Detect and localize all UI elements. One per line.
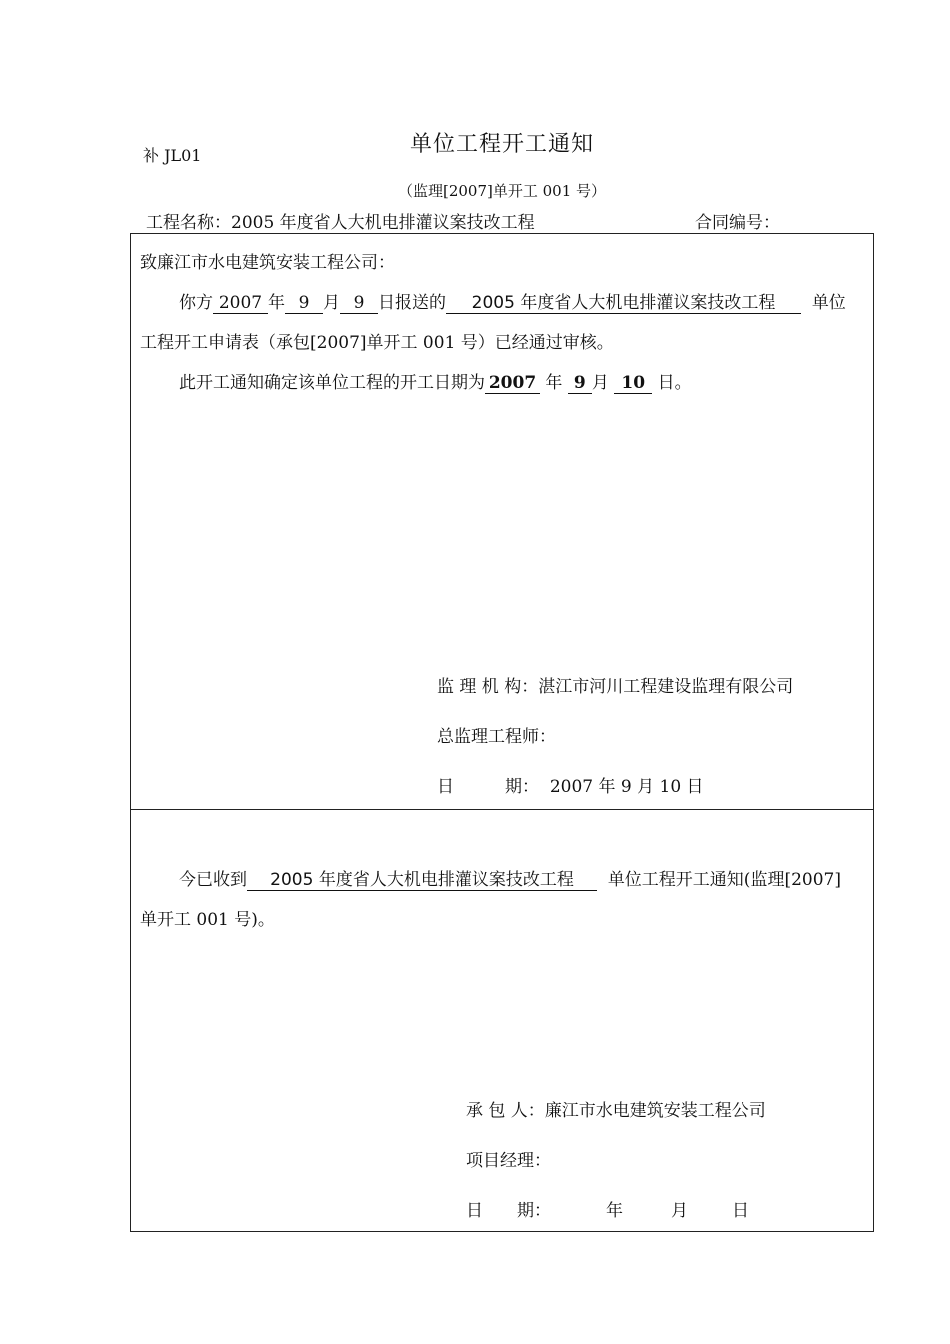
- document-title: 单位工程开工通知: [409, 132, 594, 157]
- p1-year: 2007: [213, 293, 268, 314]
- p2-suffix: 日。: [657, 373, 692, 393]
- receipt-date-label: 日 期：: [466, 1201, 551, 1221]
- p2-year: 2007: [485, 373, 540, 394]
- receipt-date-month: 月: [671, 1201, 688, 1221]
- receipt-date: [466, 1196, 749, 1221]
- p2-month-unit: 月: [591, 373, 609, 393]
- receipt-paragraph: [140, 865, 841, 891]
- supervisor-org: [437, 672, 793, 697]
- p2-prefix: 此开工通知确定该单位工程的开工日期为: [179, 373, 485, 393]
- p1-project: 2005 年度省人大机电排灌议案技改工程: [446, 288, 801, 314]
- notice-date-value: 2007 年 9 月 10 日: [549, 777, 704, 797]
- contractor-value: 廉江市水电建筑安装工程公司: [544, 1101, 766, 1121]
- p2-day: 10: [614, 373, 652, 394]
- project-name: 工程名称：2005 年度省人大机电排灌议案技改工程: [146, 213, 535, 233]
- receipt-suffix: 单位工程开工通知(监理[2007]: [607, 870, 841, 890]
- section-divider: [131, 809, 873, 810]
- p1-month-unit: 月: [323, 293, 340, 313]
- supervisor-org-value: 湛江市河川工程建设监理有限公司: [538, 677, 794, 697]
- receipt-date-day: 日: [732, 1201, 749, 1221]
- p1-prefix: 你方: [179, 293, 213, 313]
- document-ref: （监理[2007]单开工 001 号）: [397, 182, 607, 200]
- notice-paragraph-1-line-2: 工程开工申请表（承包[2007]单开工 001 号）已经通过审核。: [140, 333, 614, 353]
- chief-engineer-label: 总监理工程师：: [437, 727, 556, 747]
- notice-date: [437, 772, 704, 797]
- p1-year-unit: 年: [268, 293, 285, 313]
- contractor-label: 承 包 人：: [466, 1101, 545, 1121]
- p1-suffix: 单位: [811, 293, 846, 313]
- p1-month: 9: [285, 293, 323, 314]
- supervisor-org-label: 监 理 机 构：: [437, 677, 539, 697]
- notice-date-label: 日 期：: [437, 777, 539, 797]
- p1-day: 9: [340, 293, 378, 314]
- receipt-project: 2005 年度省人大机电排灌议案技改工程: [247, 865, 597, 891]
- contractor: [466, 1096, 766, 1121]
- p1-mid: 日报送的: [378, 293, 446, 313]
- receipt-date-year: 年: [606, 1201, 623, 1221]
- notice-form-box: [130, 233, 874, 1232]
- receipt-paragraph-line-2: 单开工 001 号)。: [140, 910, 275, 930]
- form-code: 补 JL01: [143, 146, 202, 165]
- notice-paragraph-1: [140, 288, 846, 314]
- receipt-prefix: 今已收到: [179, 870, 247, 890]
- p2-month: 9: [568, 373, 592, 394]
- contract-number-label: 合同编号：: [695, 213, 780, 233]
- project-manager-label: 项目经理：: [466, 1151, 551, 1171]
- p2-year-unit: 年: [545, 373, 563, 393]
- addressee: 致廉江市水电建筑安装工程公司：: [140, 253, 395, 273]
- notice-paragraph-2: [140, 368, 692, 394]
